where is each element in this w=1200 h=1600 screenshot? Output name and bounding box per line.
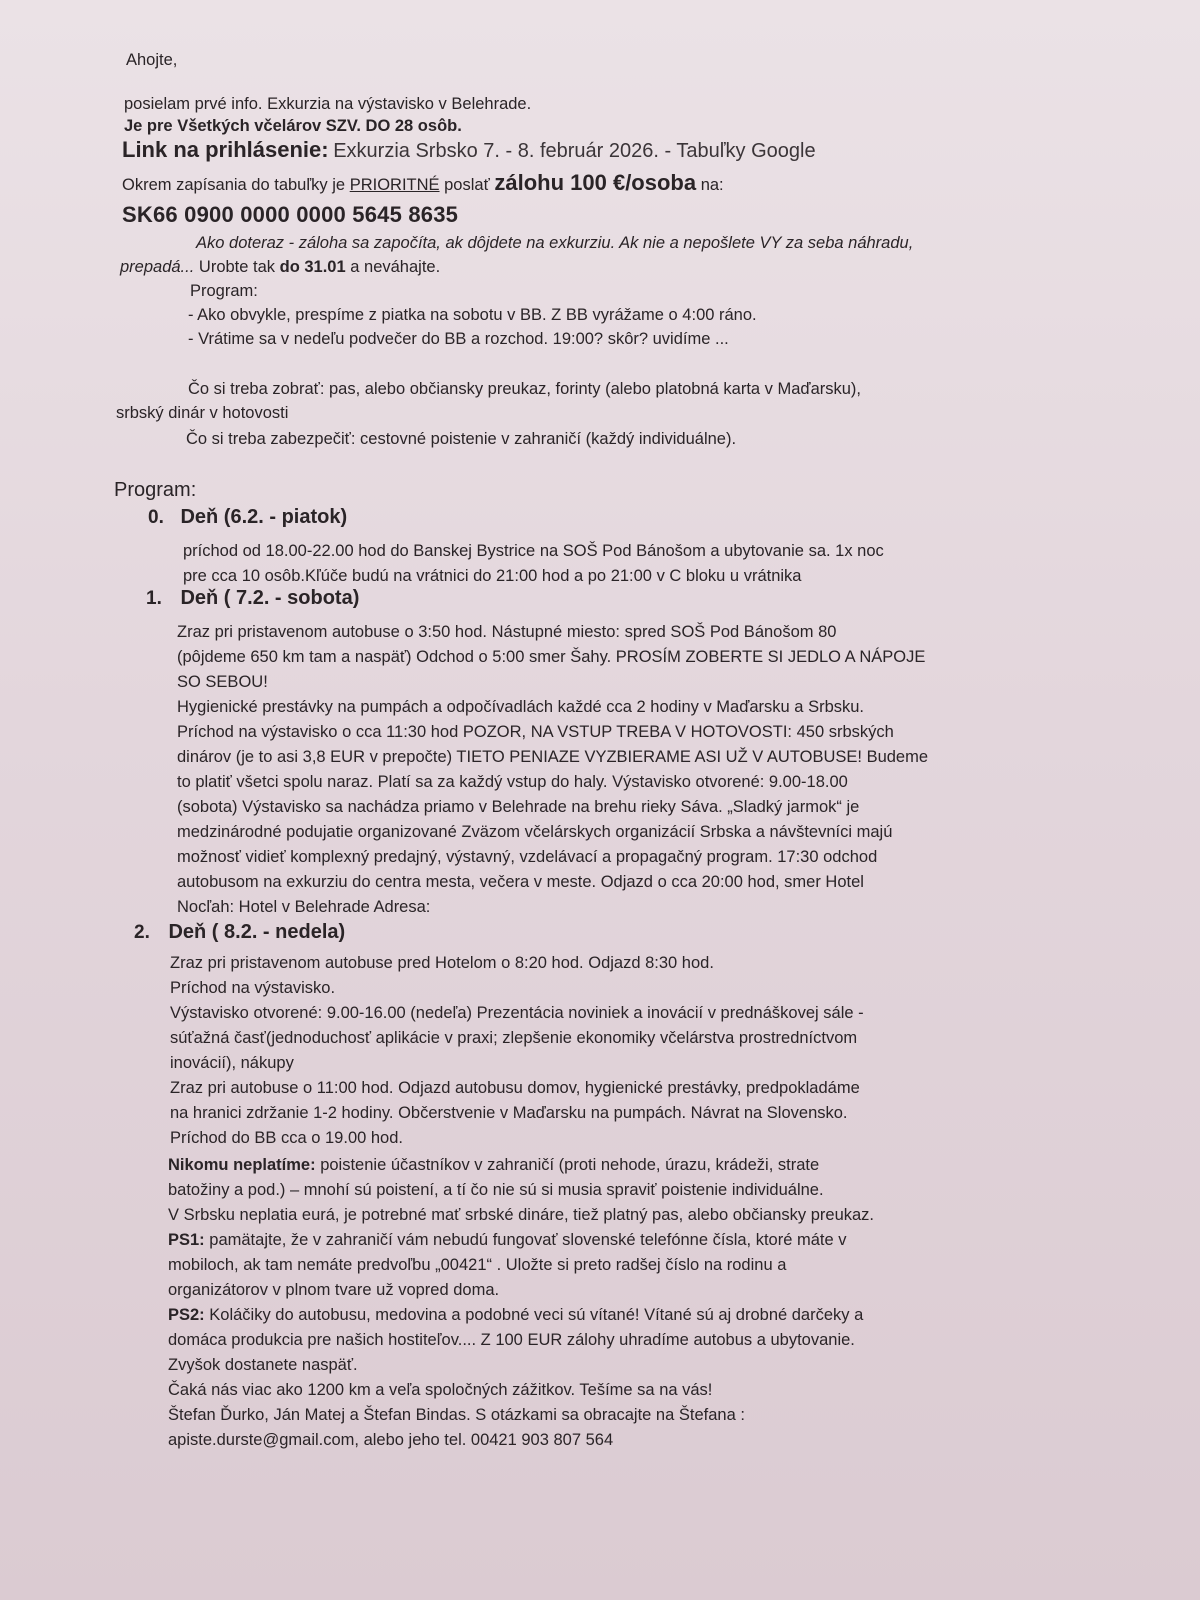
intro-line: posielam prvé info. Exkurzia na výstavisko v Belehrade. — [124, 95, 532, 113]
audience-line: Je pre Všetkých včelárov SZV. DO 28 osôb. — [124, 117, 462, 135]
deposit-amount: zálohu 100 €/osoba — [494, 170, 697, 195]
day-line: Zraz pri autobuse o 11:00 hod. Odjazd autobusu domov, hygienické prestávky, predpokladáme — [170, 1079, 860, 1097]
closing-line: Čaká nás viac ako 1200 km a veľa spoločných zážitkov. Tešíme sa na vás! — [168, 1381, 713, 1399]
ps1-text: pamätajte, že v zahraničí vám nebudú fungovať slovenské telefónne čísla, ktoré máte v — [209, 1231, 847, 1249]
day-line: dinárov (je to asi 3,8 EUR v prepočte) TIETO PENIAZE VYZBIERAME ASI UŽ V AUTOBUSE! Budeme — [177, 748, 929, 766]
day-body — [177, 620, 928, 920]
deposit-note-text: Urobte tak — [198, 258, 276, 276]
day-title: Deň ( 7.2. - sobota) — [180, 587, 360, 609]
day-line: inovácií), nákupy — [170, 1054, 294, 1072]
deposit-priority: PRIORITNÉ — [349, 176, 440, 194]
program-title: Program: — [114, 479, 197, 501]
short-program-item: - Vrátime sa v nedeľu podvečer do BB a rozchod. 19:00? skôr? uvidíme ... — [188, 330, 729, 348]
ps2-text: Koláčiky do autobusu, medovina a podobné veci sú vítané! Vítané sú aj drobné darčeky a — [209, 1306, 864, 1324]
ps1-line1 — [168, 1228, 874, 1253]
deposit-note-end: a neváhajte. — [350, 258, 441, 276]
ps2-line1 — [168, 1303, 874, 1328]
day-number: 2. — [134, 922, 150, 943]
day-title: Deň (6.2. - piatok) — [180, 506, 348, 528]
day-line: Hygienické prestávky na pumpách a odpočívadlách každé cca 2 hodiny v Maďarsku a Srbsku. — [177, 698, 865, 716]
nobody-pays-line2: batožiny a pod.) – mnohí sú poistení, a tí čo nie sú si musia spraviť poistenie individuálne. — [168, 1181, 824, 1199]
day-line: Nocľah: Hotel v Belehrade Adresa: — [177, 898, 431, 916]
day-line: Zraz pri pristavenom autobuse o 3:50 hod. Nástupné miesto: spred SOŠ Pod Bánošom 80 — [177, 623, 837, 641]
ps1-line2: mobiloch, ak tam nemáte predvoľbu „00421“ . Uložte si preto radšej číslo na rodinu a — [168, 1256, 787, 1274]
day-line: to platiť všetci spolu naraz. Platí sa za každý vstup do haly. Výstavisko otvorené: 9.00-18.00 — [177, 773, 848, 791]
bring-line2: srbský dinár v hotovosti — [116, 404, 289, 422]
notes-section — [168, 1153, 874, 1453]
deposit-note-forfeit: prepadá... — [120, 258, 195, 276]
iban: SK66 0900 0000 0000 5645 8635 — [122, 202, 459, 227]
signup-line — [122, 137, 816, 165]
day-line: možnosť vidieť komplexný predajný, výstavný, vzdelávací a propagačný program. 17:30 odchod — [177, 848, 878, 866]
contact-line[interactable]: apiste.durste@gmail.com, alebo jeho tel. 00421 903 807 564 — [168, 1431, 614, 1449]
day-number: 1. — [146, 588, 162, 609]
day-line: Príchod do BB cca o 19.00 hod. — [170, 1129, 403, 1147]
day-line: súťažná časť(jednoduchosť aplikácie v praxi; zlepšenie ekonomiky včelárstva prostredníctvom — [170, 1029, 858, 1047]
nobody-pays-text: poistenie účastníkov v zahraničí (proti nehode, úrazu, krádeži, strate — [320, 1156, 820, 1174]
day-line: Výstavisko otvorené: 9.00-16.00 (nedeľa) Prezentácia noviniek a inovácií v prednáškovej sále - — [170, 1004, 864, 1022]
day-line: Príchod na výstavisko. — [170, 979, 336, 997]
bring-line1: Čo si treba zobrať: pas, alebo občiansky preukaz, forinty (alebo platobná karta v Maďarsku), — [188, 380, 862, 398]
day-line: medzinárodné podujatie organizované Zväzom včelárskych organizácií Srbska a návštevníci majú — [177, 823, 893, 841]
day-line: Zraz pri pristavenom autobuse pred Hotelom o 8:20 hod. Odjazd 8:30 hod. — [170, 954, 714, 972]
day-heading — [146, 586, 359, 612]
serbia-currency-line: V Srbsku neplatia eurá, je potrebné mať srbské dináre, tiež platný pas, alebo občiansky preukaz. — [168, 1206, 875, 1224]
deposit-line — [122, 170, 724, 198]
day-line: (sobota) Výstavisko sa nachádza priamo v Belehrade na brehu rieky Sáva. „Sladký jarmok“ je — [177, 798, 860, 816]
day-body — [183, 539, 884, 589]
day-heading — [148, 505, 347, 531]
day-line: autobusom na exkurziu do centra mesta, večera v meste. Odjazd o cca 20:00 hod, smer Hotel — [177, 873, 864, 891]
ps1-label: PS1: — [168, 1231, 205, 1249]
deposit-deadline: do 31.01 — [279, 258, 346, 276]
day-heading — [134, 920, 345, 946]
day-line: príchod od 18.00-22.00 hod do Banskej Bystrice na SOŠ Pod Bánošom a ubytovanie sa. 1x noc — [183, 542, 884, 560]
signature-line: Štefan Ďurko, Ján Matej a Štefan Bindas. S otázkami sa obracajte na Štefana : — [168, 1406, 745, 1424]
deposit-suffix: na: — [700, 176, 724, 194]
ps2-label: PS2: — [168, 1306, 205, 1324]
day-line: Príchod na výstavisko o cca 11:30 hod POZOR, NA VSTUP TREBA V HOTOVOSTI: 450 srbských — [177, 723, 894, 741]
day-body — [170, 951, 864, 1151]
ps2-line2: domáca produkcia pre našich hostiteľov.... Z 100 EUR zálohy uhradíme autobus a ubytovanie. — [168, 1331, 855, 1349]
day-line: SO SEBOU! — [177, 673, 268, 691]
ps2-line3: Zvyšok dostanete naspäť. — [168, 1356, 358, 1374]
day-number: 0. — [148, 507, 164, 528]
ps1-line3: organizátorov v plnom tvare už vopred doma. — [168, 1281, 500, 1299]
deposit-prefix: Okrem zapísania do tabuľky je — [122, 176, 346, 194]
day-line: pre cca 10 osôb.Kľúče budú na vrátnici do 21:00 hod a po 21:00 v C bloku u vrátnika — [183, 567, 802, 585]
deposit-note-line2 — [120, 255, 440, 280]
short-program-item: - Ako obvykle, prespíme z piatka na sobotu v BB. Z BB vyrážame o 4:00 ráno. — [188, 306, 757, 324]
signup-link[interactable]: Exkurzia Srbsko 7. - 8. február 2026. - Tabuľky Google — [333, 140, 816, 162]
greeting: Ahojte, — [126, 51, 178, 69]
day-line: na hranici zdržanie 1-2 hodiny. Občerstvenie v Maďarsku na pumpách. Návrat na Slovensko. — [170, 1104, 848, 1122]
signup-label: Link na prihlásenie: — [122, 137, 329, 162]
day-title: Deň ( 8.2. - nedela) — [168, 921, 346, 943]
secure-line: Čo si treba zabezpečiť: cestovné poistenie v zahraničí (každý individuálne). — [186, 430, 737, 448]
nobody-pays-line1 — [168, 1153, 874, 1178]
deposit-middle: poslať — [444, 176, 490, 194]
deposit-note-line1: Ako doteraz - záloha sa započíta, ak dôjdete na exkurziu. Ak nie a nepošlete VY za seba náhradu, — [196, 234, 914, 252]
day-line: (pôjdeme 650 km tam a naspäť) Odchod o 5:00 smer Šahy. PROSÍM ZOBERTE SI JEDLO A NÁPOJE — [177, 648, 926, 666]
nobody-pays-label: Nikomu neplatíme: — [168, 1156, 316, 1174]
short-program-title: Program: — [190, 282, 258, 300]
